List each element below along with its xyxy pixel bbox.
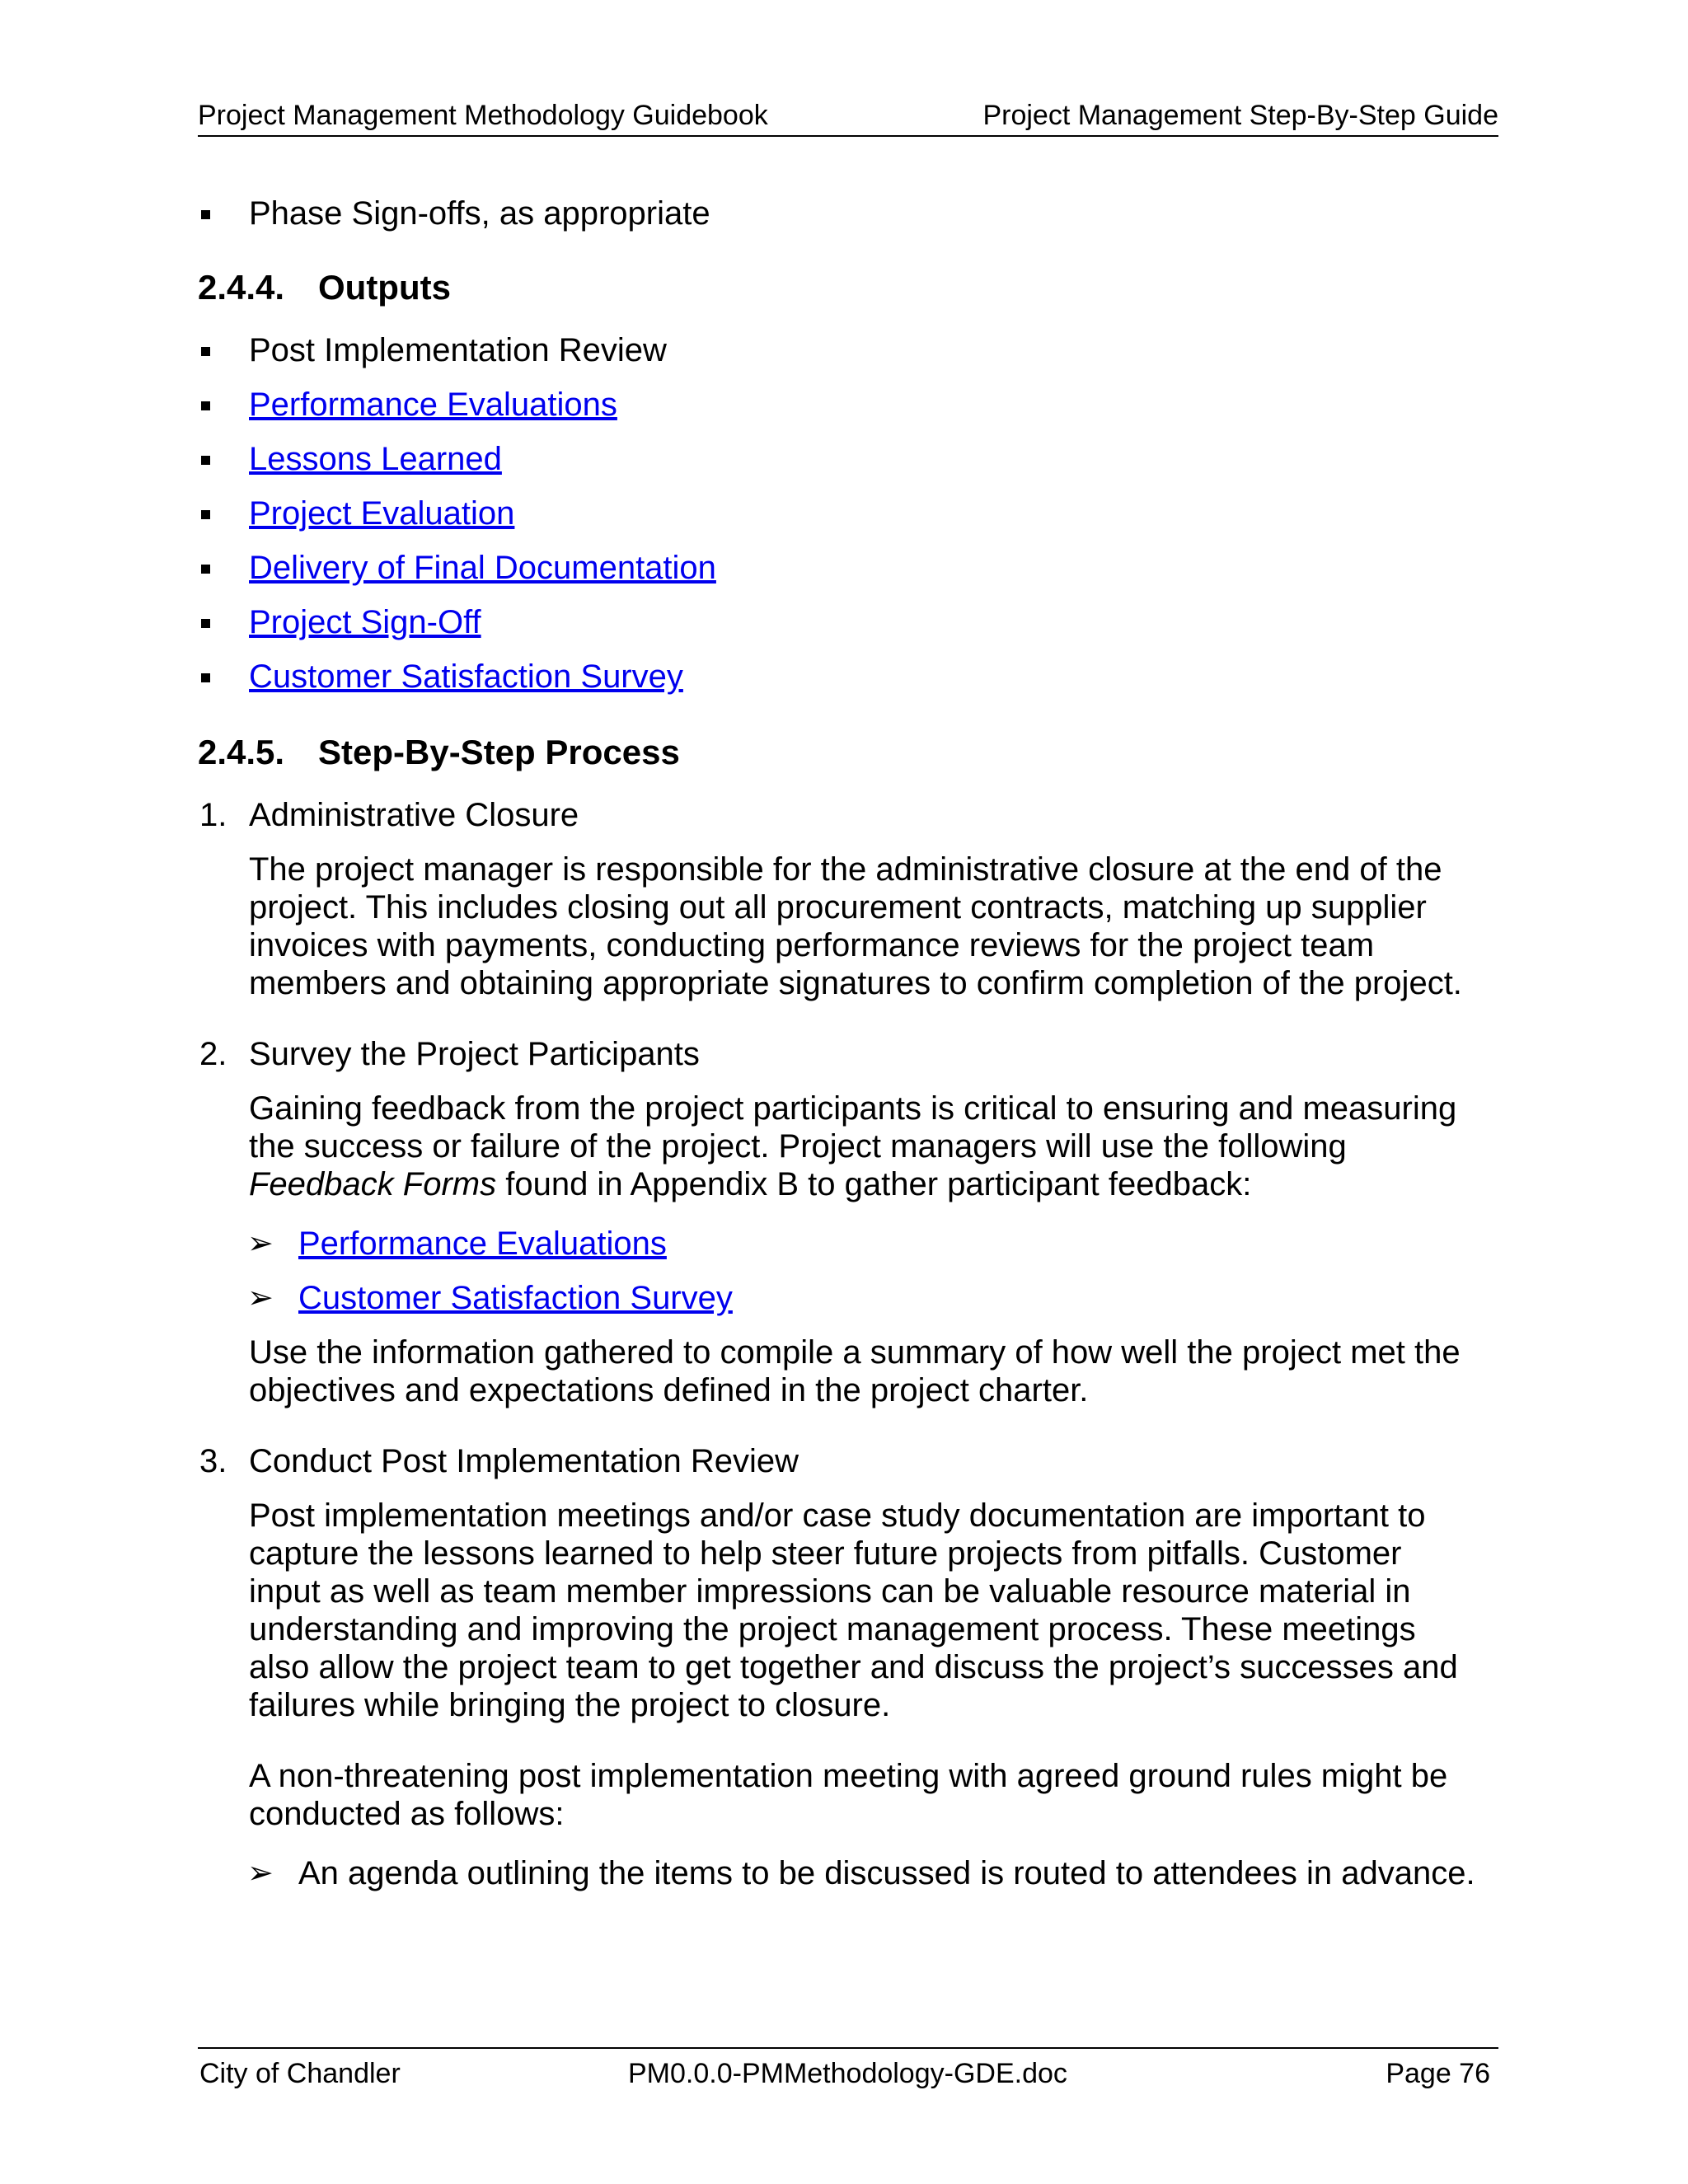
feedback-forms-italic: Feedback Forms [249,1166,497,1202]
step-2-summary-paragraph: Use the information gathered to compile a summary of how well the project met the objectives and expectations defined in the project charter. [249,1334,1461,1408]
list-item [198,658,1508,712]
arrow-bullet-icon: ➢ [247,1856,274,1891]
square-bullet-icon [201,210,210,219]
footer-filename: PM0.0.0-PMMethodology-GDE.doc [628,2058,1067,2089]
square-bullet-icon [201,401,210,410]
square-bullet-icon [201,673,210,682]
square-bullet-icon [201,619,210,628]
link-delivery-final-documentation[interactable]: Delivery of Final Documentation [249,550,716,586]
step-3-meeting-paragraph: A non-threatening post implementation meeting with agreed ground rules might be conducted as follows: [249,1758,1448,1832]
square-bullet-icon [201,565,210,574]
link-customer-satisfaction-survey-2[interactable]: Customer Satisfaction Survey [298,1280,733,1316]
square-bullet-icon [201,510,210,519]
step-2-title: 2. Survey the Project Participants [199,1036,700,1072]
link-project-evaluation[interactable]: Project Evaluation [249,495,515,532]
list-item [198,1279,1508,1333]
page-header [198,97,1498,137]
square-bullet-icon [201,347,210,356]
list-item [198,603,1508,658]
arrow-bullet-icon: ➢ [247,1226,274,1261]
page-footer [198,2047,1498,2095]
section-heading-process: 2.4.5. Step-By-Step Process [198,733,680,771]
section-heading-outputs: 2.4.4. Outputs [198,268,451,307]
list-item [198,549,1508,603]
step-3-title: 3. Conduct Post Implementation Review [199,1443,799,1479]
footer-page-number: Page 76 [1386,2058,1490,2089]
arrow-bullet-icon: ➢ [247,1281,274,1315]
list-item [198,440,1508,494]
list-item [198,1225,1508,1279]
link-performance-evaluations[interactable]: Performance Evaluations [249,387,617,423]
link-lessons-learned[interactable]: Lessons Learned [249,441,502,477]
step-1-paragraph: The project manager is responsible for the administrative closure at the end of the project. This includes closing out all procurement contracts, matching up supplier invoices with payments, conducting performance reviews for the project team members and obtaining appropriate signatures to confirm completion of the project. [249,851,1462,1001]
step-1-title: 1. Administrative Closure [199,797,579,833]
document-body [198,194,1508,1909]
list-item: Phase Sign-offs, as appropriate [198,194,1508,249]
list-item: Post Implementation Review [198,331,1508,386]
list-item [198,386,1508,440]
link-customer-satisfaction-survey[interactable]: Customer Satisfaction Survey [249,658,683,695]
list-item [198,494,1508,549]
link-performance-evaluations-2[interactable]: Performance Evaluations [298,1226,667,1262]
step-3-paragraph: Post implementation meetings and/or case study documentation are important to capture the lessons learned to help steer future projects from pitfalls. Customer input as well as team member impressions can be valuable resource material in understanding and improving the project management process. These meetings also allow the project team to get together and discuss the project’s successes and failures while bringing the project to closure. [249,1497,1458,1723]
list-item: ➢ An agenda outlining the items to be discussed is routed to attendees in advance. [247,1855,1475,1891]
link-project-sign-off[interactable]: Project Sign-Off [249,604,481,640]
step-2-paragraph: Gaining feedback from the project participants is critical to ensuring and measuring the success or failure of the project. Project managers will use the following Feedback Forms found in Appendix B to gather participant feedback: [249,1090,1457,1202]
footer-organization: City of Chandler [199,2058,401,2089]
header-left-title: Project Management Methodology Guidebook [198,100,768,131]
square-bullet-icon [201,456,210,465]
header-right-title: Project Management Step-By-Step Guide [982,100,1498,131]
